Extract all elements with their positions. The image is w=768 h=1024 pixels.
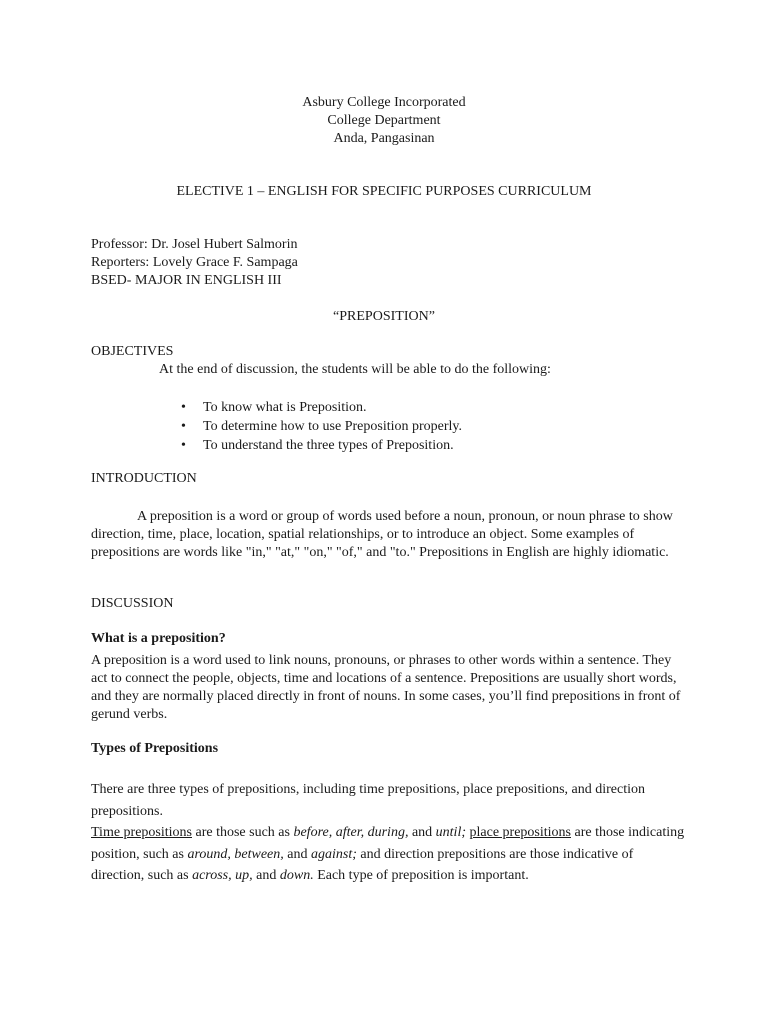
bullet-icon: •: [181, 438, 186, 453]
professor-line: Professor: Dr. Josel Hubert Salmorin: [91, 237, 298, 252]
reporters-line: Reporters: Lovely Grace F. Sampaga: [91, 255, 298, 270]
types-intro-paragraph: There are three types of prepositions, including time prepositions, place prepositions, and direction prepositions.: [91, 782, 646, 819]
types-detail-paragraph: [91, 822, 687, 887]
course-title: ELECTIVE 1 – ENGLISH FOR SPECIFIC PURPOSES CURRICULUM: [176, 184, 592, 199]
place-prepositions-term: place prepositions: [469, 825, 571, 840]
list-item-text: To understand the three types of Preposition.: [203, 438, 454, 453]
discussion-subheading: What is a preposition?: [91, 631, 226, 646]
text-run: are those such as: [192, 825, 294, 840]
types-heading: Types of Prepositions: [91, 741, 219, 756]
list-item-text: To know what is Preposition.: [203, 400, 367, 415]
list-item: [177, 417, 462, 436]
time-examples: before, after, during,: [293, 825, 409, 840]
direction-examples: across, up,: [192, 868, 253, 883]
objectives-list: [177, 398, 462, 455]
introduction-heading: INTRODUCTION: [91, 471, 197, 486]
discussion-paragraph: A preposition is a word used to link nouns, pronouns, or phrases to other words within a sentence. They act to connect the people, objects, time and locations of a sentence. Prepositions are usually short words, and they are normally placed directly in front of nouns. In some cases, you’ll find prepositions in front of gerund verbs.: [91, 653, 681, 722]
text-run: and: [283, 846, 311, 862]
list-item-text: To determine how to use Preposition properly.: [203, 419, 463, 434]
direction-examples-last: down.: [279, 868, 314, 883]
topic-title: “PREPOSITION”: [333, 309, 435, 324]
report-info: [91, 236, 298, 290]
department-name: College Department: [327, 113, 441, 128]
bullet-icon: •: [181, 400, 186, 415]
time-examples-last: until;: [435, 825, 467, 840]
list-item: [177, 436, 462, 455]
introduction-paragraph: A preposition is a word or group of words used before a noun, pronoun, or noun phrase to show direction, time, place, location, spatial relationships, or to introduce an object. Some examples of prepositions are words like "in," "at," "on," "of," and "to." Prepositions in English are highly idiomatic.: [91, 509, 673, 560]
objectives-lead: At the end of discussion, the students will be able to do the following:: [159, 362, 551, 377]
time-prepositions-term: Time prepositions: [91, 825, 192, 840]
objectives-section: [91, 343, 687, 379]
text-run: are those indicating position, such as: [91, 825, 685, 862]
discussion-heading: DISCUSSION: [91, 596, 174, 611]
place-examples-last: against;: [310, 846, 357, 862]
institution-header: [0, 94, 768, 148]
text-run: and direction prepositions are those indicative of direction, such as: [91, 846, 634, 883]
program-line: BSED- MAJOR IN ENGLISH III: [91, 273, 282, 288]
text-run: Each type of preposition is important.: [313, 868, 529, 883]
place-examples: around, between,: [187, 846, 284, 862]
list-item: [177, 398, 462, 417]
bullet-icon: •: [181, 419, 186, 434]
college-name: Asbury College Incorporated: [302, 95, 466, 110]
text-run: and: [408, 825, 436, 840]
types-body: [91, 779, 687, 887]
location: Anda, Pangasinan: [333, 131, 435, 146]
text-run: and: [252, 868, 280, 883]
objectives-heading: OBJECTIVES: [91, 344, 174, 359]
